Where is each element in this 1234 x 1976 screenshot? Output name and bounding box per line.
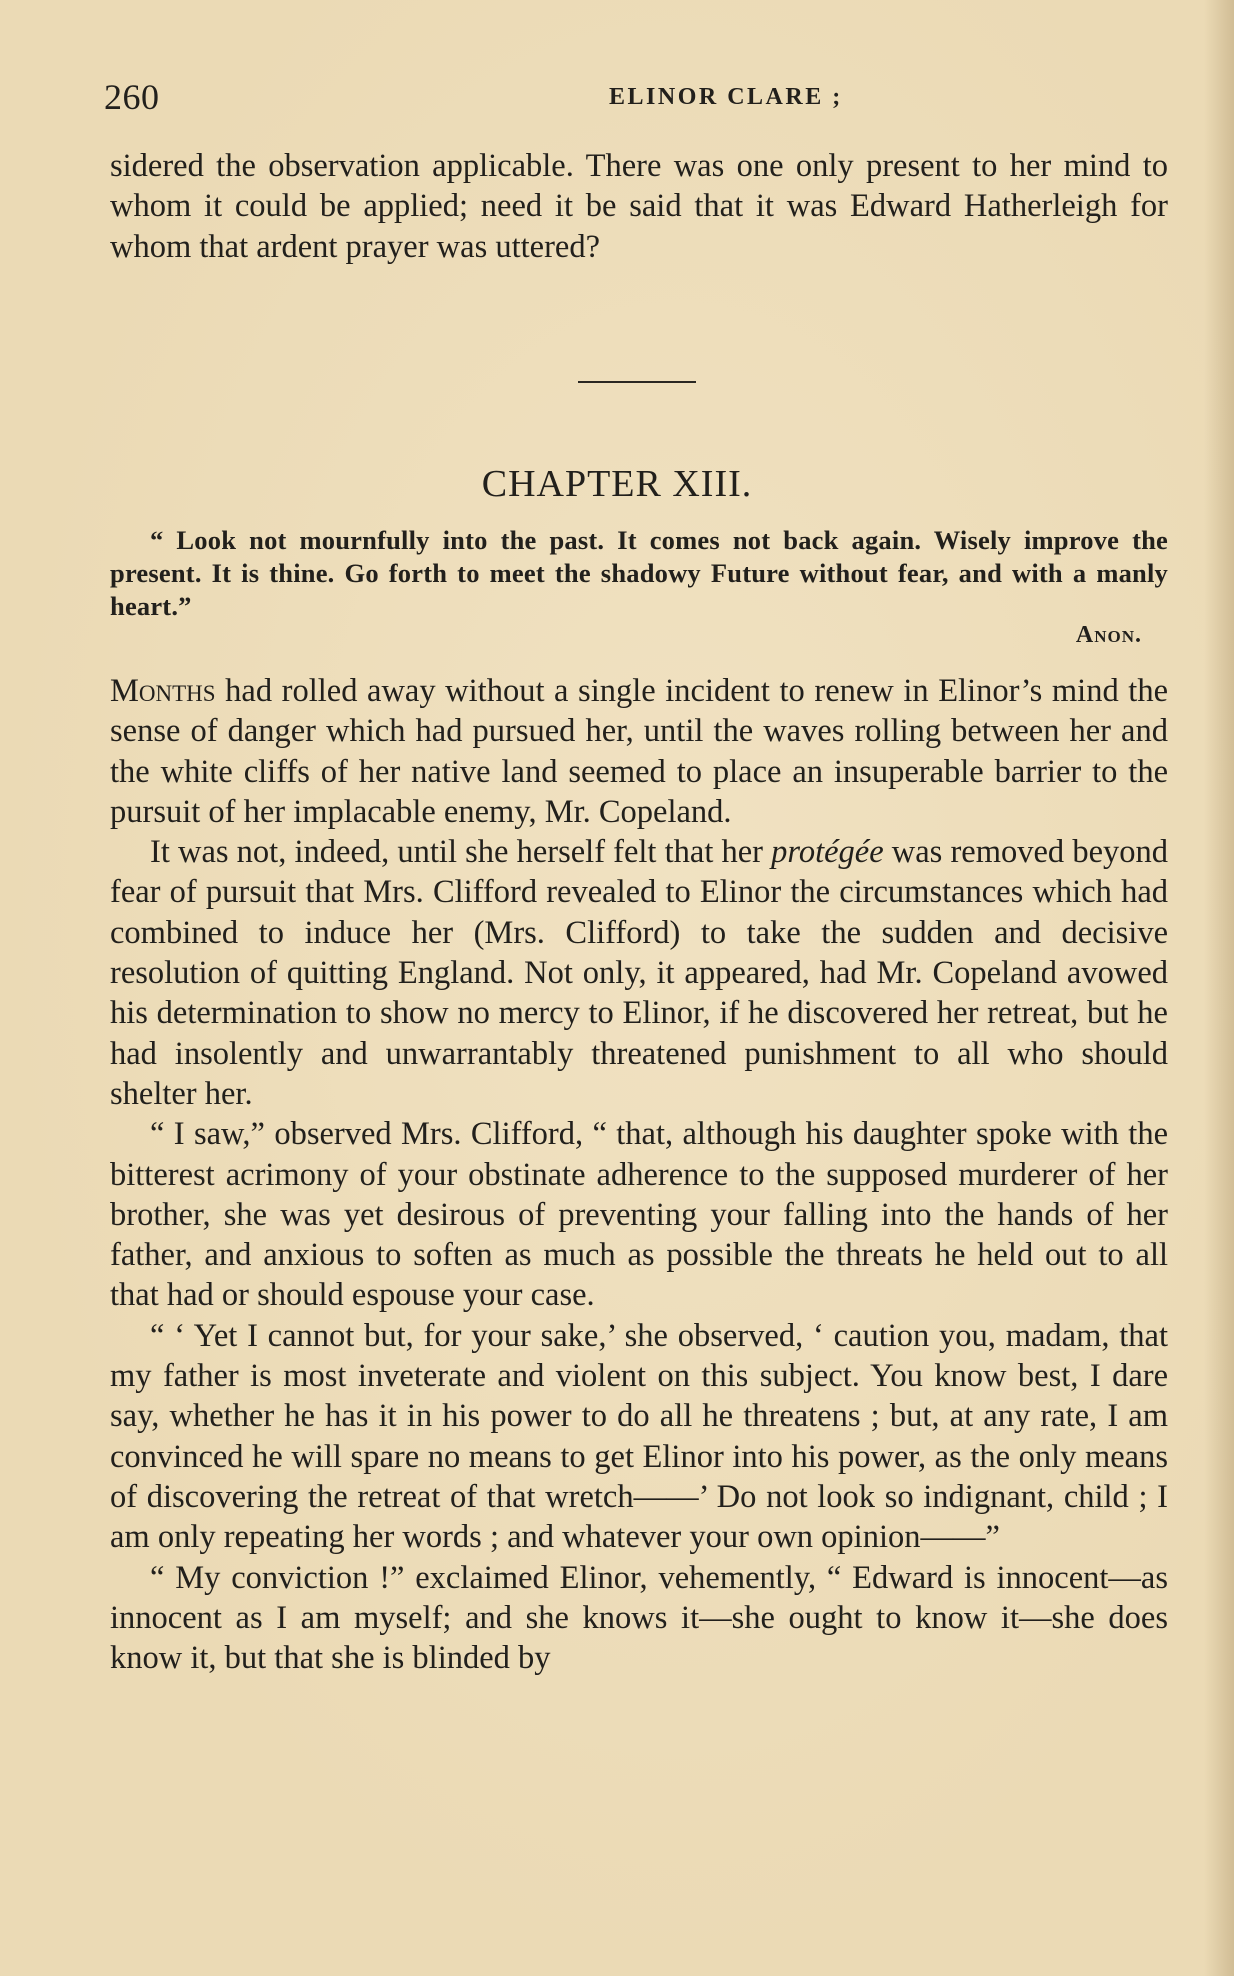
epigraph-attribution: Anon. <box>1075 622 1142 648</box>
chapter-body <box>110 671 1168 1678</box>
epigraph <box>110 524 1168 623</box>
page-number: 260 <box>104 77 160 117</box>
paragraph-2-italic-word: protégée <box>771 834 884 871</box>
paragraph-1-text: had rolled away without a single incident to renew in Elinor’s mind the sense of danger which had pursued her, until the waves rolling between her and the white cliffs of her native land seemed to place an insuperable barrier to the pursuit of her implacable enemy, Mr. Copeland. <box>110 673 1168 830</box>
paragraph-4: “ ‘ Yet I cannot but, for your sake,’ she observed, ‘ caution you, madam, that my father is most inveterate and violent on this subject. You know best, I dare say, whether he has it in his power to do all he threatens ; but, at any rate, I am convinced he will spare no means to get Elinor into his power, as the only means of discovering the retreat of that wretch——’ Do not look so indignant, child ; I am only repeating her words ; and whatever your own opinion——” <box>110 1317 1168 1556</box>
paragraph-2-text-a: It was not, indeed, until she herself felt that her <box>150 834 772 871</box>
paragraph-2 <box>110 832 1168 1114</box>
running-head <box>104 76 1164 126</box>
continuation-text <box>110 146 1168 267</box>
chapter-heading: CHAPTER XIII. <box>481 463 753 505</box>
page-edge-shadow <box>1204 0 1234 1976</box>
paragraph-2-text-b: was removed beyond fear of pursuit that Mrs. Clifford revealed to Elinor the circumstances which had combined to induce her (Mrs. Clifford) to take the sudden and decisive resolution of quitting England. Not only, it appeared, had Mr. Copeland avowed his determination to show no mercy to Elinor, if he discovered her retreat, but he had insolently and unwarrantably threatened punishment to all who should shelter her. <box>110 834 1168 1112</box>
paragraph-1 <box>110 671 1168 832</box>
paragraph-1-lead-word: Months <box>110 673 216 709</box>
section-divider-rule <box>578 381 696 383</box>
epigraph-text: “ Look not mournfully into the past. It comes not back again. Wisely improve the present. It is thine. Go forth to meet the shadowy Future without fear, and with a manly heart.” <box>110 525 1168 621</box>
continuation-paragraph: sidered the observation applicable. There was one only present to her mind to whom it could be applied; need it be said that it was Edward Hatherleigh for whom that ardent prayer was uttered? <box>110 148 1168 265</box>
running-title: ELINOR CLARE ; <box>609 84 843 110</box>
paragraph-5: “ My conviction !” exclaimed Elinor, vehemently, “ Edward is innocent—as innocent as I am myself; and she knows it—she ought to know it—she does know it, but that she is blinded by <box>110 1559 1168 1677</box>
paragraph-3: “ I saw,” observed Mrs. Clifford, “ that, although his daughter spoke with the bitterest acrimony of your obstinate adherence to the supposed murderer of her brother, she was yet desirous of preventing your falling into the hands of her father, and anxious to soften as much as possible the threats he held out to all that had or should espouse your case. <box>110 1116 1168 1314</box>
